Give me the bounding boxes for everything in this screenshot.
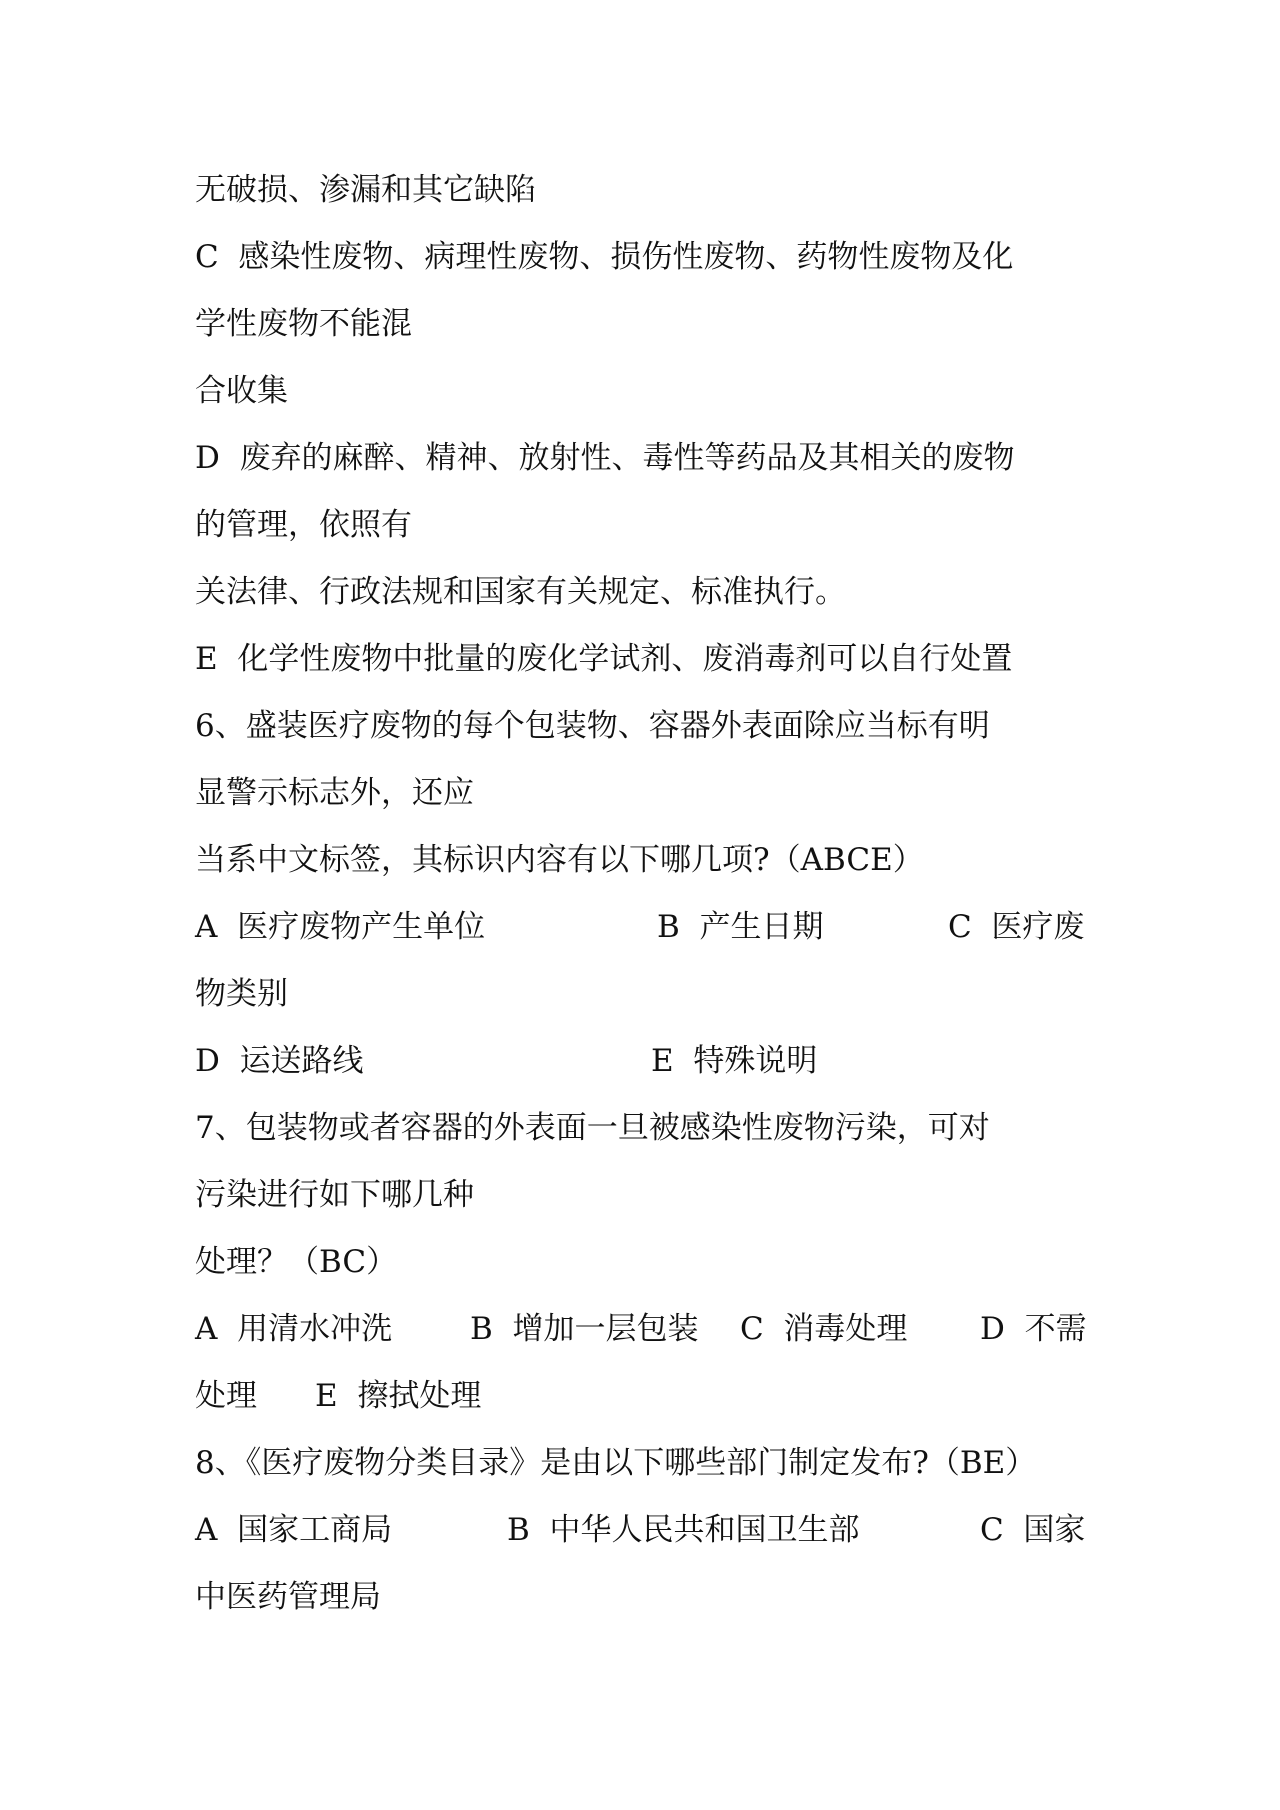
text-line: 的管理，依照有	[195, 507, 412, 543]
text-line: 处理？（BC）	[195, 1244, 398, 1280]
question-7: 7、包装物或者容器的外表面一旦被感染性废物污染，可对	[195, 1110, 990, 1146]
text-line: 当系中文标签，其标识内容有以下哪几项?（ABCE）	[195, 842, 924, 878]
option-e-line: E 化学性废物中批量的废化学试剂、废消毒剂可以自行处置	[195, 641, 1013, 677]
text-line: 无破损、渗漏和其它缺陷	[195, 172, 536, 208]
q6-option-b: B 产生日期	[657, 909, 824, 945]
text-line: 中医药管理局	[195, 1579, 381, 1615]
q6-option-a: A 医疗废物产生单位	[195, 909, 486, 945]
text-line: 物类别	[195, 976, 288, 1012]
q7-option-c: C 消毒处理	[740, 1311, 908, 1347]
option-d-line: D 废弃的麻醉、精神、放射性、毒性等药品及其相关的废物	[195, 440, 1015, 476]
q7-option-e: E 擦拭处理	[315, 1378, 482, 1414]
q8-option-a: A 国家工商局	[195, 1512, 393, 1548]
q8-option-c: C 国家	[980, 1512, 1086, 1548]
text-line: 污染进行如下哪几种	[195, 1177, 474, 1213]
question-8: 8、《医疗废物分类目录》是由以下哪些部门制定发布?（BE）	[195, 1445, 1037, 1481]
text-line: 显警示标志外，还应	[195, 775, 474, 811]
q7-option-d-cont: 处理	[195, 1378, 257, 1414]
text-line: 合收集	[195, 373, 288, 409]
text-line: 关法律、行政法规和国家有关规定、标准执行。	[195, 574, 846, 610]
q7-option-a: A 用清水冲洗	[195, 1311, 393, 1347]
q6-option-c: C 医疗废	[948, 909, 1085, 945]
q7-option-d: D 不需	[980, 1311, 1087, 1347]
q8-option-b: B 中华人民共和国卫生部	[507, 1512, 860, 1548]
q6-option-d: D 运送路线	[195, 1043, 364, 1079]
q6-option-e: E 特殊说明	[651, 1043, 818, 1079]
text-line: 学性废物不能混	[195, 306, 412, 342]
question-6: 6、盛装医疗废物的每个包装物、容器外表面除应当标有明	[195, 708, 990, 744]
option-c-line: C 感染性废物、病理性废物、损伤性废物、药物性废物及化	[195, 239, 1014, 275]
q7-option-b: B 增加一层包装	[470, 1311, 699, 1347]
